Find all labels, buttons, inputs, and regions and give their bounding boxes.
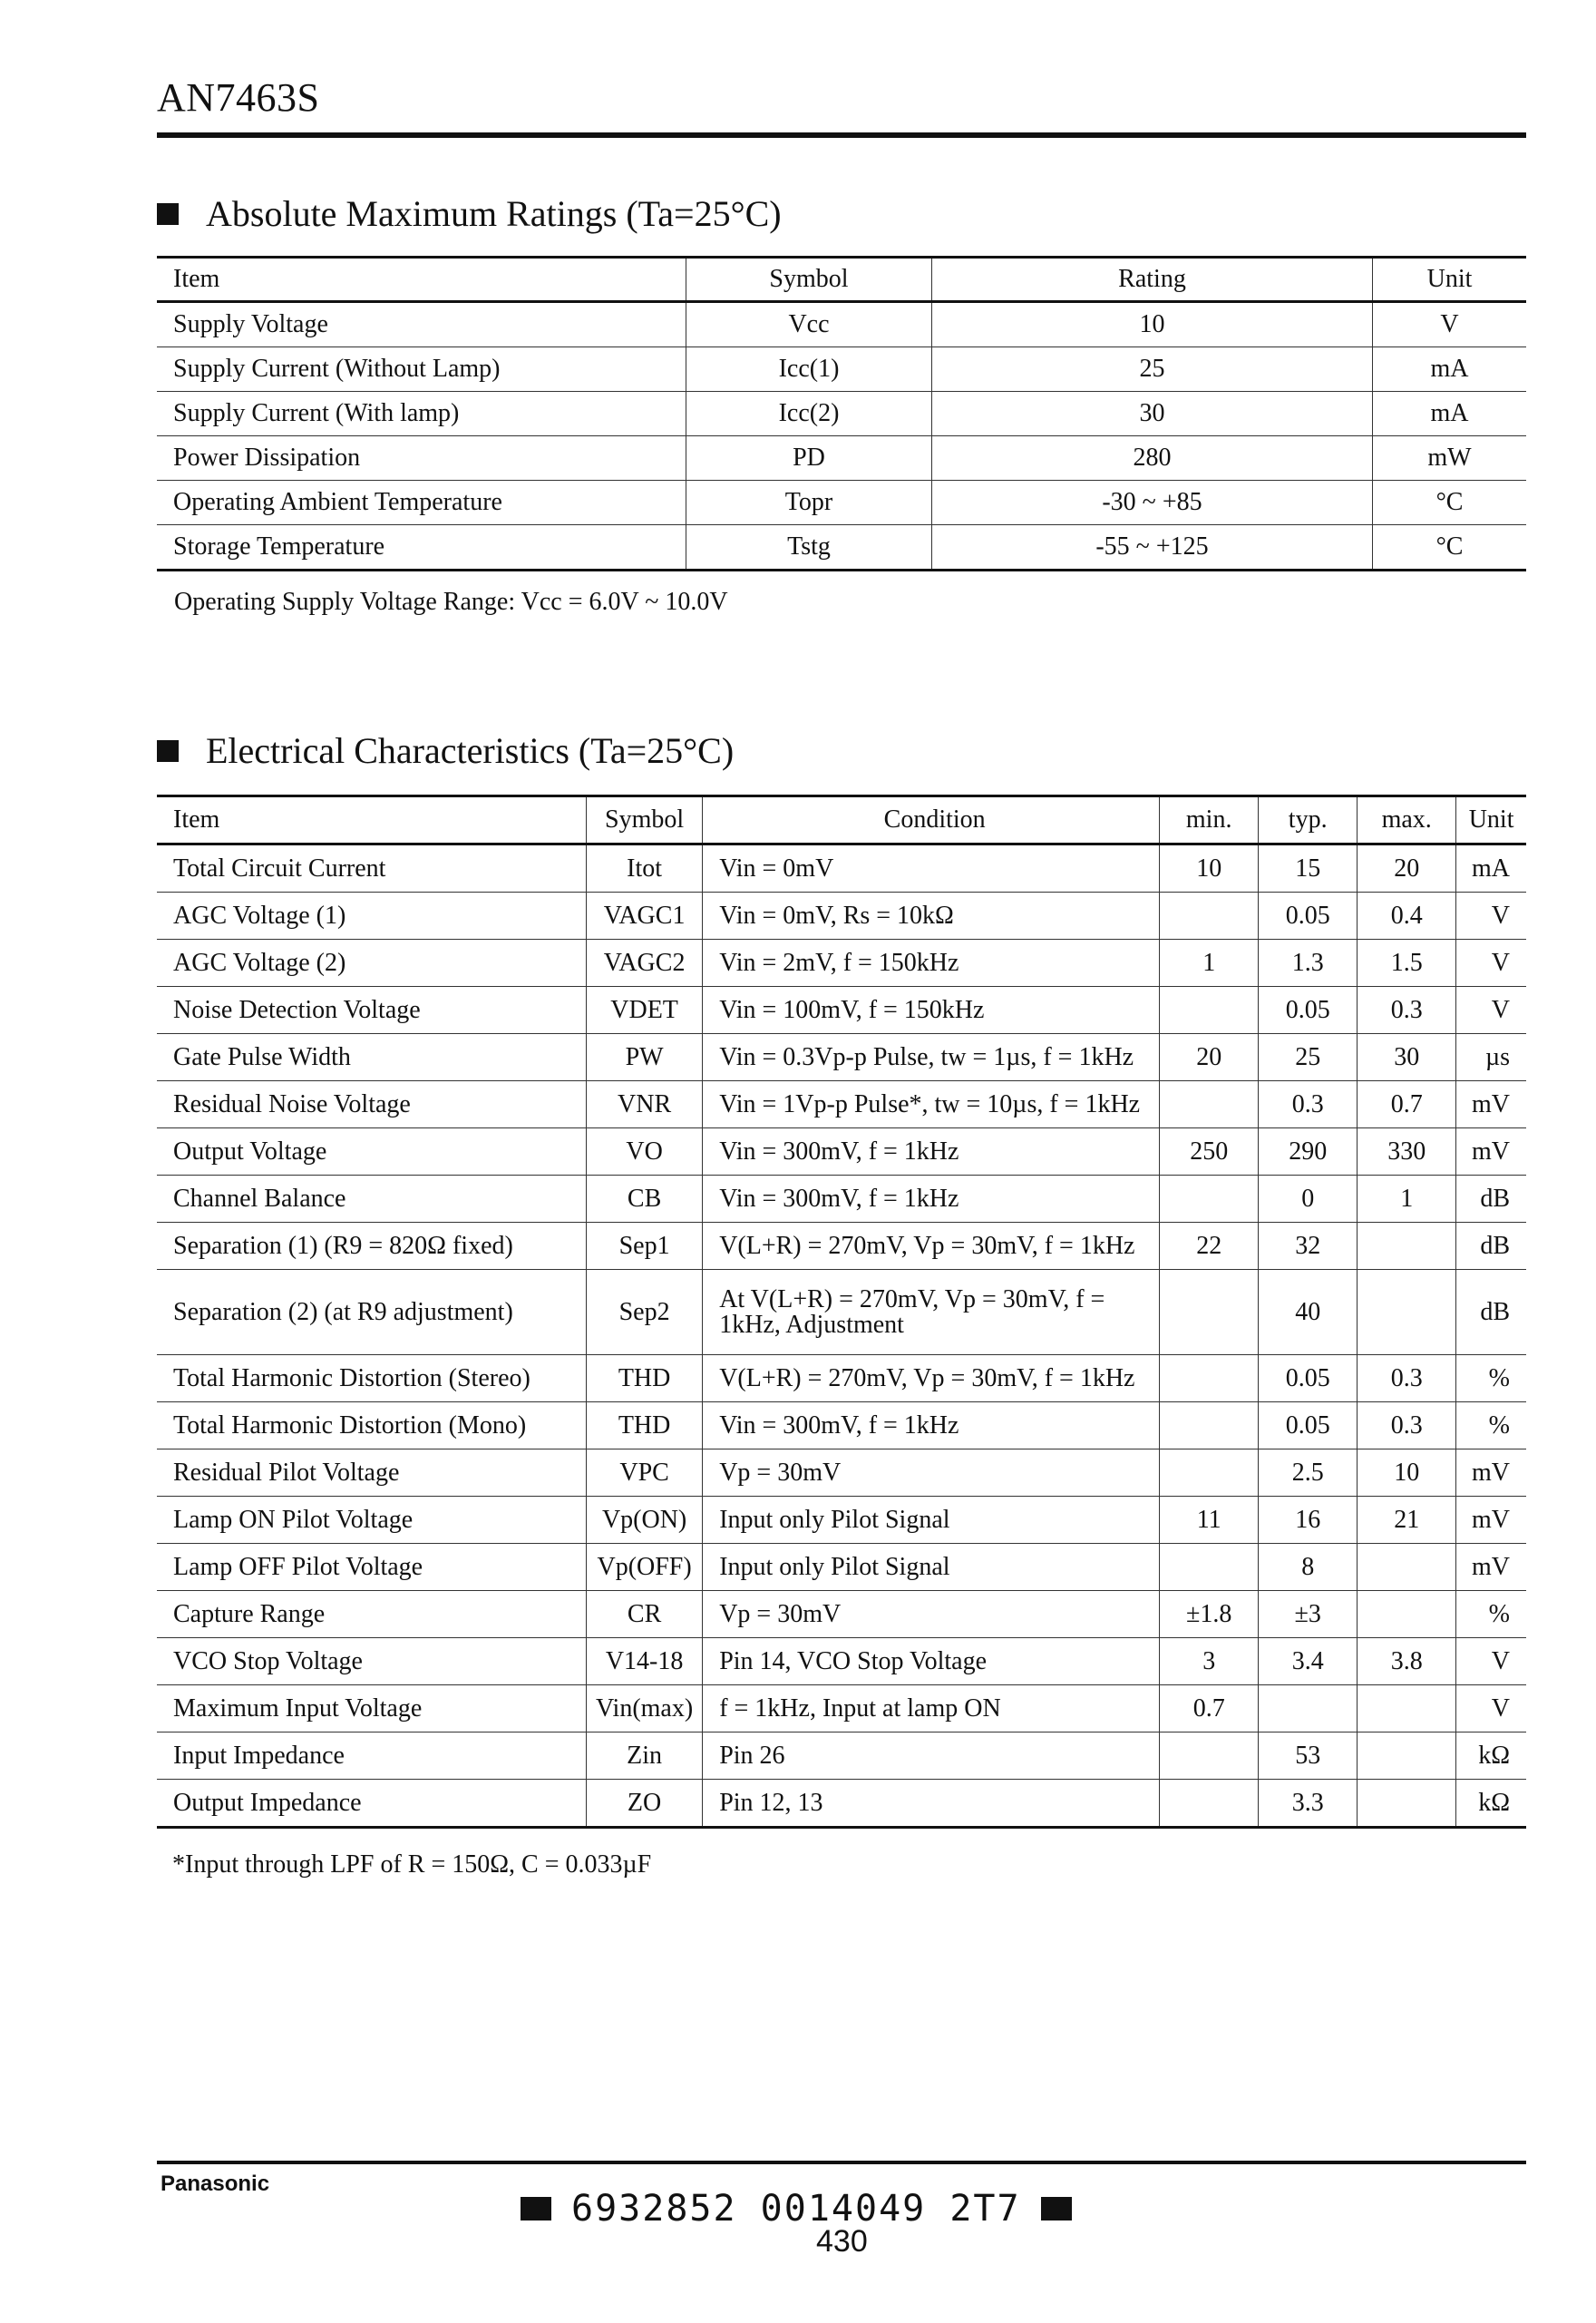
item-cell: VCO Stop Voltage — [157, 1638, 587, 1685]
item-cell: Output Voltage — [157, 1128, 587, 1176]
table-row — [157, 1081, 1526, 1128]
unit-cell: V — [1456, 940, 1526, 987]
symbol-cell: THD — [587, 1402, 703, 1449]
table-row — [157, 481, 1526, 525]
symbol-cell: Vp(OFF) — [587, 1544, 703, 1591]
unit-cell: V — [1456, 1685, 1526, 1732]
typ-cell: 2.5 — [1259, 1449, 1358, 1497]
max-cell: 0.3 — [1358, 987, 1456, 1034]
condition-cell: Vin = 100mV, f = 150kHz — [703, 987, 1160, 1034]
black-block-icon — [521, 2197, 551, 2221]
condition-cell: Vin = 300mV, f = 1kHz — [703, 1402, 1160, 1449]
min-cell: 0.7 — [1160, 1685, 1259, 1732]
condition-cell: Vin = 0mV, Rs = 10kΩ — [703, 893, 1160, 940]
abs-max-heading-text: Absolute Maximum Ratings (Ta=25°C) — [206, 193, 782, 234]
typ-cell: 0.05 — [1259, 1355, 1358, 1402]
unit-cell: kΩ — [1456, 1780, 1526, 1828]
max-cell: 3.8 — [1358, 1638, 1456, 1685]
unit-cell: % — [1456, 1402, 1526, 1449]
typ-cell: 15 — [1259, 844, 1358, 893]
item-cell: Lamp ON Pilot Voltage — [157, 1497, 587, 1544]
column-header: Item — [157, 796, 587, 844]
unit-cell: % — [1456, 1355, 1526, 1402]
min-cell: 11 — [1160, 1497, 1259, 1544]
symbol-cell: V14-18 — [587, 1638, 703, 1685]
unit-cell: µs — [1456, 1034, 1526, 1081]
table-row — [157, 392, 1526, 436]
column-header: Symbol — [686, 258, 932, 302]
min-cell — [1160, 1270, 1259, 1355]
table-row — [157, 436, 1526, 481]
brand-label: Panasonic — [161, 2172, 270, 2196]
rating-cell: 10 — [932, 302, 1373, 347]
max-cell: 0.3 — [1358, 1402, 1456, 1449]
symbol-cell: Icc(2) — [686, 392, 932, 436]
symbol-cell: VAGC2 — [587, 940, 703, 987]
symbol-cell: VAGC1 — [587, 893, 703, 940]
min-cell — [1160, 987, 1259, 1034]
unit-cell: °C — [1373, 481, 1527, 525]
unit-cell: mV — [1456, 1497, 1526, 1544]
max-cell — [1358, 1223, 1456, 1270]
item-cell: Supply Current (With lamp) — [157, 392, 686, 436]
typ-cell: 40 — [1259, 1270, 1358, 1355]
typ-cell: 3.3 — [1259, 1780, 1358, 1828]
typ-cell: 25 — [1259, 1034, 1358, 1081]
max-cell — [1358, 1685, 1456, 1732]
min-cell: 250 — [1160, 1128, 1259, 1176]
typ-cell: ±3 — [1259, 1591, 1358, 1638]
table-row — [157, 1176, 1526, 1223]
item-cell: Separation (2) (at R9 adjustment) — [157, 1270, 587, 1355]
table-row — [157, 1402, 1526, 1449]
min-cell — [1160, 1449, 1259, 1497]
min-cell — [1160, 893, 1259, 940]
column-header: Rating — [932, 258, 1373, 302]
item-cell: Lamp OFF Pilot Voltage — [157, 1544, 587, 1591]
condition-cell: At V(L+R) = 270mV, Vp = 30mV, f = 1kHz, Adjustment — [703, 1270, 1160, 1355]
max-cell: 21 — [1358, 1497, 1456, 1544]
unit-cell: kΩ — [1456, 1732, 1526, 1780]
item-cell: Total Harmonic Distortion (Mono) — [157, 1402, 587, 1449]
unit-cell: mA — [1373, 392, 1527, 436]
table-row — [157, 1128, 1526, 1176]
table-row — [157, 1034, 1526, 1081]
item-cell: Storage Temperature — [157, 525, 686, 571]
table-row — [157, 1544, 1526, 1591]
column-header: Condition — [703, 796, 1160, 844]
condition-cell: Vp = 30mV — [703, 1449, 1160, 1497]
table-header-row — [157, 258, 1526, 302]
table-row — [157, 1223, 1526, 1270]
symbol-cell: VDET — [587, 987, 703, 1034]
condition-cell: V(L+R) = 270mV, Vp = 30mV, f = 1kHz — [703, 1223, 1160, 1270]
max-cell: 330 — [1358, 1128, 1456, 1176]
table-row — [157, 893, 1526, 940]
column-header: Unit — [1373, 258, 1527, 302]
condition-cell: Pin 26 — [703, 1732, 1160, 1780]
condition-cell: Vin = 300mV, f = 1kHz — [703, 1176, 1160, 1223]
unit-cell: dB — [1456, 1176, 1526, 1223]
supply-range-note: Operating Supply Voltage Range: Vcc = 6.0V ~ 10.0V — [174, 588, 728, 616]
max-cell — [1358, 1780, 1456, 1828]
symbol-cell: THD — [587, 1355, 703, 1402]
min-cell: 3 — [1160, 1638, 1259, 1685]
min-cell: 22 — [1160, 1223, 1259, 1270]
min-cell: 1 — [1160, 940, 1259, 987]
table-row — [157, 525, 1526, 571]
page-number: 430 — [816, 2224, 868, 2259]
symbol-cell: Sep2 — [587, 1270, 703, 1355]
typ-cell: 1.3 — [1259, 940, 1358, 987]
max-cell: 1 — [1358, 1176, 1456, 1223]
table-row — [157, 844, 1526, 893]
unit-cell: V — [1456, 987, 1526, 1034]
unit-cell: dB — [1456, 1223, 1526, 1270]
condition-cell: Vin = 300mV, f = 1kHz — [703, 1128, 1160, 1176]
max-cell: 0.4 — [1358, 893, 1456, 940]
typ-cell: 3.4 — [1259, 1638, 1358, 1685]
condition-cell: Vin = 1Vp-p Pulse*, tw = 10µs, f = 1kHz — [703, 1081, 1160, 1128]
max-cell — [1358, 1544, 1456, 1591]
max-cell: 0.3 — [1358, 1355, 1456, 1402]
table-header-row — [157, 796, 1526, 844]
item-cell: AGC Voltage (1) — [157, 893, 587, 940]
min-cell — [1160, 1081, 1259, 1128]
unit-cell: mV — [1456, 1544, 1526, 1591]
max-cell: 1.5 — [1358, 940, 1456, 987]
typ-cell: 16 — [1259, 1497, 1358, 1544]
condition-cell: Vin = 0mV — [703, 844, 1160, 893]
condition-cell: V(L+R) = 270mV, Vp = 30mV, f = 1kHz — [703, 1355, 1160, 1402]
typ-cell: 290 — [1259, 1128, 1358, 1176]
item-cell: Residual Pilot Voltage — [157, 1449, 587, 1497]
max-cell: 0.7 — [1358, 1081, 1456, 1128]
unit-cell: mA — [1456, 844, 1526, 893]
min-cell — [1160, 1176, 1259, 1223]
typ-cell — [1259, 1685, 1358, 1732]
min-cell — [1160, 1355, 1259, 1402]
min-cell — [1160, 1780, 1259, 1828]
document-code — [501, 2188, 1092, 2230]
max-cell: 10 — [1358, 1449, 1456, 1497]
symbol-cell: Topr — [686, 481, 932, 525]
symbol-cell: PW — [587, 1034, 703, 1081]
column-header: typ. — [1259, 796, 1358, 844]
min-cell: ±1.8 — [1160, 1591, 1259, 1638]
rating-cell: -30 ~ +85 — [932, 481, 1373, 525]
typ-cell: 0.05 — [1259, 1402, 1358, 1449]
min-cell — [1160, 1402, 1259, 1449]
unit-cell: % — [1456, 1591, 1526, 1638]
min-cell: 10 — [1160, 844, 1259, 893]
table-row — [157, 1638, 1526, 1685]
typ-cell: 0.05 — [1259, 893, 1358, 940]
unit-cell: mV — [1456, 1449, 1526, 1497]
condition-cell: Vin = 0.3Vp-p Pulse, tw = 1µs, f = 1kHz — [703, 1034, 1160, 1081]
symbol-cell: Itot — [587, 844, 703, 893]
item-cell: Operating Ambient Temperature — [157, 481, 686, 525]
symbol-cell: CR — [587, 1591, 703, 1638]
min-cell — [1160, 1544, 1259, 1591]
footnote: *Input through LPF of R = 150Ω, C = 0.033µF — [172, 1850, 652, 1879]
document-code-text: 6932852 0014049 2T7 — [571, 2188, 1021, 2230]
footer-rule — [157, 2161, 1526, 2164]
item-cell: Supply Voltage — [157, 302, 686, 347]
symbol-cell: Tstg — [686, 525, 932, 571]
item-cell: Channel Balance — [157, 1176, 587, 1223]
table-row — [157, 940, 1526, 987]
unit-cell: mW — [1373, 436, 1527, 481]
rating-cell: 30 — [932, 392, 1373, 436]
column-header: Symbol — [587, 796, 703, 844]
table-row — [157, 1497, 1526, 1544]
table-row — [157, 1449, 1526, 1497]
symbol-cell: CB — [587, 1176, 703, 1223]
min-cell: 20 — [1160, 1034, 1259, 1081]
table-row — [157, 1780, 1526, 1828]
symbol-cell: Icc(1) — [686, 347, 932, 392]
symbol-cell: VPC — [587, 1449, 703, 1497]
max-cell — [1358, 1591, 1456, 1638]
table-row — [157, 1355, 1526, 1402]
symbol-cell: Vin(max) — [587, 1685, 703, 1732]
condition-cell: Pin 12, 13 — [703, 1780, 1160, 1828]
table-row — [157, 1270, 1526, 1355]
document-title: AN7463S — [157, 75, 320, 120]
item-cell: AGC Voltage (2) — [157, 940, 587, 987]
item-cell: Gate Pulse Width — [157, 1034, 587, 1081]
item-cell: Noise Detection Voltage — [157, 987, 587, 1034]
item-cell: Power Dissipation — [157, 436, 686, 481]
item-cell: Output Impedance — [157, 1780, 587, 1828]
typ-cell: 0 — [1259, 1176, 1358, 1223]
symbol-cell: ZO — [587, 1780, 703, 1828]
rating-cell: 280 — [932, 436, 1373, 481]
condition-cell: Pin 14, VCO Stop Voltage — [703, 1638, 1160, 1685]
max-cell — [1358, 1270, 1456, 1355]
header-rule — [157, 132, 1526, 138]
symbol-cell: PD — [686, 436, 932, 481]
typ-cell: 0.3 — [1259, 1081, 1358, 1128]
table-row — [157, 302, 1526, 347]
symbol-cell: VNR — [587, 1081, 703, 1128]
unit-cell: V — [1456, 893, 1526, 940]
table-row — [157, 1591, 1526, 1638]
column-header: min. — [1160, 796, 1259, 844]
unit-cell: mV — [1456, 1081, 1526, 1128]
column-header: Unit — [1456, 796, 1526, 844]
unit-cell: mA — [1373, 347, 1527, 392]
item-cell: Total Harmonic Distortion (Stereo) — [157, 1355, 587, 1402]
condition-cell: Input only Pilot Signal — [703, 1497, 1160, 1544]
item-cell: Total Circuit Current — [157, 844, 587, 893]
unit-cell: dB — [1456, 1270, 1526, 1355]
square-bullet-icon — [157, 203, 179, 225]
max-cell: 30 — [1358, 1034, 1456, 1081]
symbol-cell: Zin — [587, 1732, 703, 1780]
min-cell — [1160, 1732, 1259, 1780]
abs-max-table — [157, 256, 1526, 571]
elec-heading-text: Electrical Characteristics (Ta=25°C) — [206, 730, 735, 771]
unit-cell: V — [1373, 302, 1527, 347]
typ-cell: 0.05 — [1259, 987, 1358, 1034]
max-cell — [1358, 1732, 1456, 1780]
max-cell: 20 — [1358, 844, 1456, 893]
table-row — [157, 347, 1526, 392]
condition-cell: Vp = 30mV — [703, 1591, 1160, 1638]
symbol-cell: Sep1 — [587, 1223, 703, 1270]
elec-table — [157, 795, 1526, 1829]
unit-cell: °C — [1373, 525, 1527, 571]
column-header: Item — [157, 258, 686, 302]
item-cell: Input Impedance — [157, 1732, 587, 1780]
unit-cell: V — [1456, 1638, 1526, 1685]
symbol-cell: VO — [587, 1128, 703, 1176]
abs-max-heading — [157, 192, 782, 235]
typ-cell: 53 — [1259, 1732, 1358, 1780]
symbol-cell: Vp(ON) — [587, 1497, 703, 1544]
condition-cell: Vin = 2mV, f = 150kHz — [703, 940, 1160, 987]
table-row — [157, 987, 1526, 1034]
item-cell: Capture Range — [157, 1591, 587, 1638]
condition-cell: f = 1kHz, Input at lamp ON — [703, 1685, 1160, 1732]
item-cell: Residual Noise Voltage — [157, 1081, 587, 1128]
rating-cell: -55 ~ +125 — [932, 525, 1373, 571]
typ-cell: 32 — [1259, 1223, 1358, 1270]
condition-cell: Input only Pilot Signal — [703, 1544, 1160, 1591]
rating-cell: 25 — [932, 347, 1373, 392]
item-cell: Supply Current (Without Lamp) — [157, 347, 686, 392]
table-row — [157, 1685, 1526, 1732]
elec-heading — [157, 729, 734, 772]
typ-cell: 8 — [1259, 1544, 1358, 1591]
table-row — [157, 1732, 1526, 1780]
symbol-cell: Vcc — [686, 302, 932, 347]
item-cell: Separation (1) (R9 = 820Ω fixed) — [157, 1223, 587, 1270]
column-header: max. — [1358, 796, 1456, 844]
square-bullet-icon — [157, 740, 179, 762]
black-block-icon — [1041, 2197, 1072, 2221]
unit-cell: mV — [1456, 1128, 1526, 1176]
item-cell: Maximum Input Voltage — [157, 1685, 587, 1732]
